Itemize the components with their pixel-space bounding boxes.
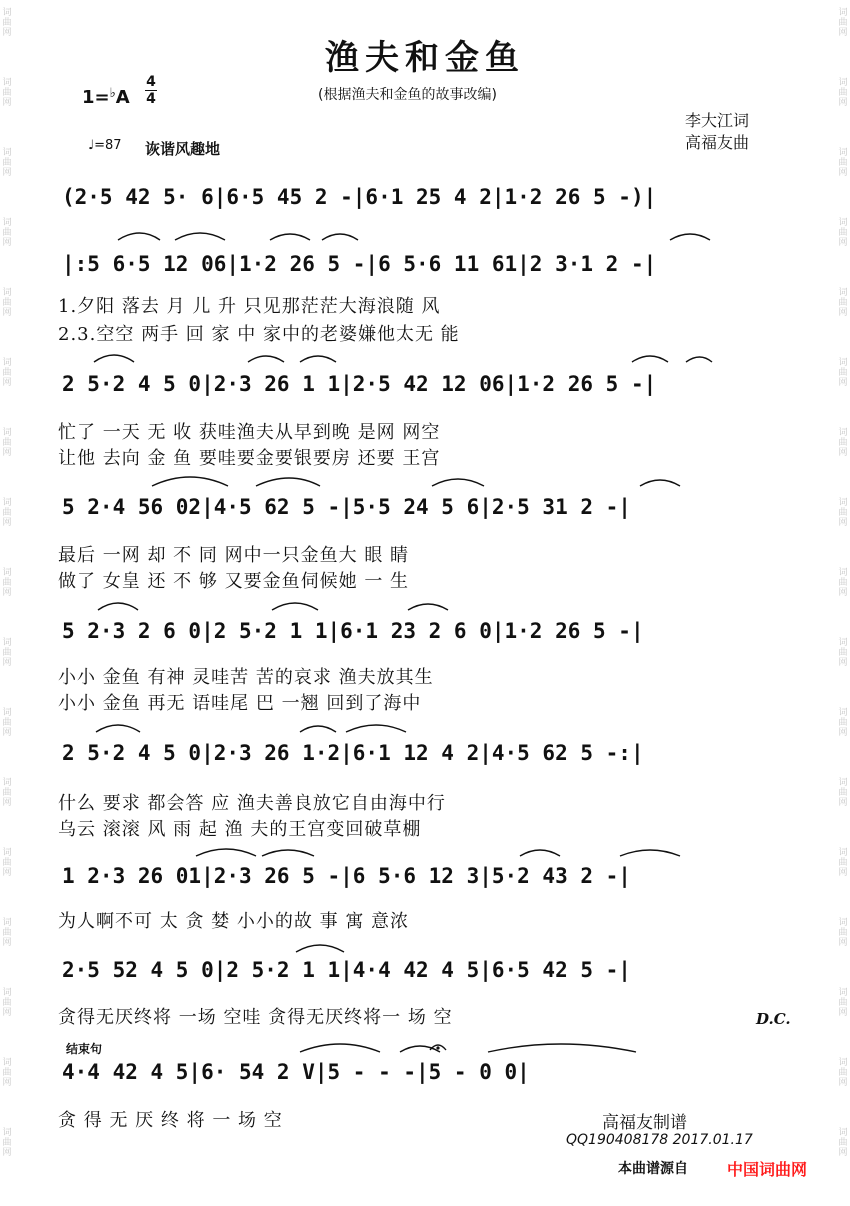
watermark-text: 词曲网 <box>838 568 848 598</box>
lyric-row-8: 贪得无厌终将 一场 空哇 贪得无厌终将一 场 空 <box>58 1007 453 1028</box>
lyric-row-4-verse-1: 最后 一网 却 不 同 网中一只金鱼大 眼 睛 <box>58 545 410 566</box>
slur <box>408 604 448 610</box>
watermark-text: 词曲网 <box>2 8 12 38</box>
subtitle: (根据渔夫和金鱼的故事改编) <box>318 87 497 103</box>
slur <box>488 1044 636 1052</box>
watermark-text: 词曲网 <box>2 778 12 808</box>
watermark-text: 词曲网 <box>838 708 848 738</box>
score-row-5: 5 2·3 2 6 0|2 5·2 1 1|6·1 23 2 6 0|1·2 26 5 -| <box>62 619 644 643</box>
da-capo-mark: D.C. <box>756 1010 791 1028</box>
contact-date: QQ190408178 2017.01.17 <box>566 1132 753 1148</box>
watermark-text: 词曲网 <box>2 218 12 248</box>
watermark-text: 词曲网 <box>2 358 12 388</box>
key-prefix: 1= <box>82 87 110 108</box>
score-row-7: 1 2·3 26 01|2·3 26 5 -|6 5·6 12 3|5·2 43 2 -| <box>62 864 631 888</box>
slur <box>196 849 256 856</box>
slur <box>96 725 140 732</box>
watermark-text: 词曲网 <box>838 638 848 668</box>
watermark-text: 词曲网 <box>2 498 12 528</box>
lyric-row-6-verse-2: 乌云 滚滚 风 雨 起 渔 夫的王宫变回破草棚 <box>58 819 422 840</box>
watermark-text: 词曲网 <box>2 848 12 878</box>
slur <box>620 850 680 856</box>
slur <box>175 233 225 240</box>
slur <box>296 945 344 952</box>
flat-sign: ♭ <box>109 86 116 101</box>
slur <box>118 233 160 240</box>
lyric-row-3-verse-1: 忙了 一天 无 收 获哇渔夫从早到晚 是网 网空 <box>58 422 441 443</box>
watermark-text: 词曲网 <box>838 148 848 178</box>
slur <box>322 234 358 240</box>
ending-label: 结束句 <box>66 1042 103 1056</box>
watermark-text: 词曲网 <box>2 568 12 598</box>
composer-credit: 高福友曲 <box>685 133 750 152</box>
score-row-ending: 4·4 42 4 5|6· 54 2 V|5 - - -|5 - 0 0| <box>62 1060 530 1084</box>
watermark-text: 词曲网 <box>838 1128 848 1158</box>
lyric-row-2-verse-2: 2.3.空空 两手 回 家 中 家中的老婆嫌他太无 能 <box>58 324 460 345</box>
watermark-text: 词曲网 <box>838 288 848 318</box>
watermark-text: 词曲网 <box>838 358 848 388</box>
score-row-3: 2 5·2 4 5 0|2·3 26 1 1|2·5 42 12 06|1·2 26 5 -| <box>62 372 657 396</box>
slur <box>152 477 228 486</box>
expression-marking: 诙谐风趣地 <box>145 140 221 158</box>
slur <box>94 355 134 362</box>
lyric-row-5-verse-2: 小小 金鱼 再无 语哇尾 巴 一翘 回到了海中 <box>58 693 422 714</box>
score-row-8: 2·5 52 4 5 0|2 5·2 1 1|4·4 42 4 5|6·5 42 5 -| <box>62 958 631 982</box>
slur <box>98 603 138 610</box>
lyric-row-6-verse-1: 什么 要求 都会答 应 渔夫善良放它自由海中行 <box>58 793 446 814</box>
watermark-text: 词曲网 <box>2 988 12 1018</box>
watermark-text: 词曲网 <box>2 148 12 178</box>
watermark-text: 词曲网 <box>2 78 12 108</box>
slur <box>270 234 310 240</box>
watermark-text: 词曲网 <box>838 988 848 1018</box>
score-row-2: |:5 6·5 12 06|1·2 26 5 -|6 5·6 11 61|2 3·1 2 -| <box>62 252 657 276</box>
fermata-dot <box>436 1046 439 1049</box>
key-note: A <box>115 87 130 108</box>
lyric-row-5-verse-1: 小小 金鱼 有神 灵哇苦 苦的哀求 渔夫放其生 <box>58 667 434 688</box>
watermark-text: 词曲网 <box>838 428 848 458</box>
watermark-text: 词曲网 <box>838 8 848 38</box>
slur <box>248 356 284 362</box>
watermark-text: 词曲网 <box>2 428 12 458</box>
meter-top: 4 <box>146 74 156 90</box>
watermark-text: 词曲网 <box>838 1058 848 1088</box>
lyric-row-4-verse-2: 做了 女皇 还 不 够 又要金鱼伺候她 一 生 <box>58 571 410 592</box>
slur <box>640 480 680 486</box>
slur <box>346 725 406 732</box>
watermark-text: 词曲网 <box>838 218 848 248</box>
watermark-text: 词曲网 <box>838 78 848 108</box>
song-title: 渔夫和金鱼 <box>325 38 525 78</box>
slur <box>632 356 668 362</box>
score-row-4: 5 2·4 56 02|4·5 62 5 -|5·5 24 5 6|2·5 31 2 -| <box>62 495 631 519</box>
watermark-text: 词曲网 <box>838 778 848 808</box>
lyric-row-7: 为人啊不可 太 贪 婪 小小的故 事 寓 意浓 <box>58 911 410 932</box>
watermark-text: 词曲网 <box>2 288 12 318</box>
lyric-row-3-verse-2: 让他 去向 金 鱼 要哇要金要银要房 还要 王宫 <box>58 448 441 469</box>
tempo-marking: ♩=87 <box>88 138 122 153</box>
watermark-text: 词曲网 <box>2 638 12 668</box>
slur <box>272 603 318 610</box>
watermark-text: 词曲网 <box>838 848 848 878</box>
meter-bottom: 4 <box>146 91 156 107</box>
score-row-6: 2 5·2 4 5 0|2·3 26 1·2|6·1 12 4 2|4·5 62 5 -:| <box>62 741 644 765</box>
slur <box>432 479 484 486</box>
slur <box>300 1044 380 1052</box>
watermark-text: 词曲网 <box>838 918 848 948</box>
watermark-text: 词曲网 <box>838 498 848 528</box>
lyricist-credit: 李大江词 <box>685 111 750 130</box>
score-row-1: (2·5 42 5· 6|6·5 45 2 -|6·1 25 4 2|1·2 26 5 -)| <box>62 185 657 209</box>
watermark-text: 词曲网 <box>2 1128 12 1158</box>
watermark-text: 词曲网 <box>2 918 12 948</box>
lyric-row-ending: 贪 得 无 厌 终 将 一 场 空 <box>58 1110 283 1131</box>
slur <box>300 726 336 732</box>
slur <box>520 850 560 856</box>
slur <box>670 234 710 240</box>
slur <box>300 356 336 362</box>
source-label: 本曲谱源自 <box>618 1161 688 1177</box>
watermark-text: 词曲网 <box>2 1058 12 1088</box>
lyric-row-2-verse-1: 1.夕阳 落去 月 儿 升 只见那茫茫大海浪随 风 <box>58 296 441 317</box>
watermark-text: 词曲网 <box>2 708 12 738</box>
slur <box>686 357 712 362</box>
source-site-link[interactable]: 中国词曲网 <box>727 1160 808 1179</box>
transcriber-credit: 高福友制谱 <box>602 1113 687 1133</box>
slur <box>262 850 314 856</box>
slur <box>256 478 320 486</box>
